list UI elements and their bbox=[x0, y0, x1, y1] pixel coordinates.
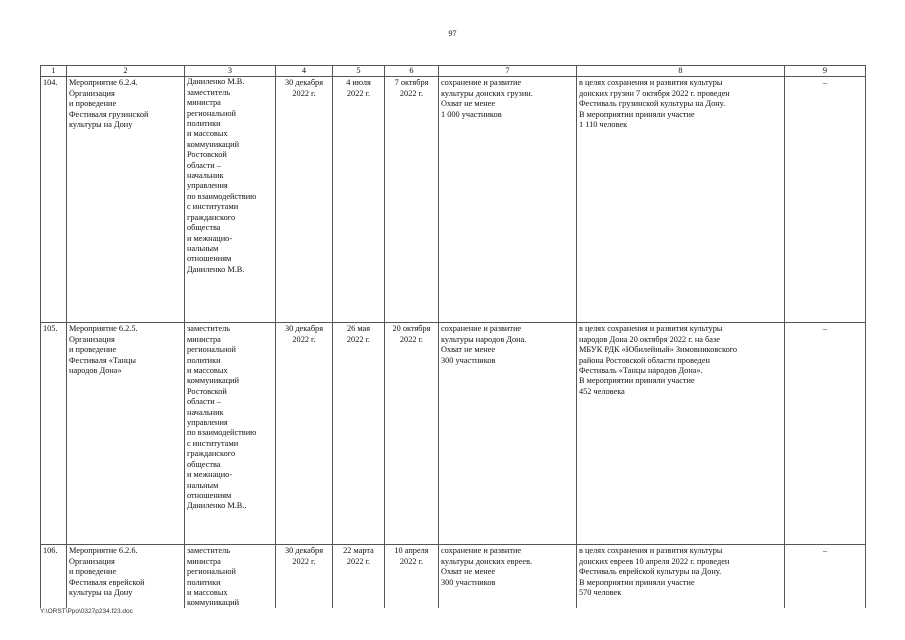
row-number: 106. bbox=[41, 545, 67, 608]
fact-date: 10 апреля 2022 г. bbox=[385, 545, 439, 608]
table-row bbox=[41, 77, 866, 323]
expected-result: сохранение и развитие культуры донских грузин. Охват не менее 1 000 участников bbox=[439, 77, 577, 323]
column-number: 7 bbox=[439, 66, 577, 77]
actual-result: в целях сохранения и развития культуры донских грузин 7 октября 2022 г. проведен Фестиваль грузинской культуры на Дону. В мероприятии приняли участие 1 110 человек bbox=[577, 77, 785, 323]
actual-result: в целях сохранения и развития культуры донских евреев 10 апреля 2022 г. проведен Фестиваль еврейской культуры на Дону. В мероприятии приняли участие 570 человек bbox=[577, 545, 785, 608]
table-row bbox=[41, 323, 866, 545]
column-number: 9 bbox=[785, 66, 866, 77]
report-table bbox=[40, 65, 866, 608]
responsible-person: Даниленко М.В. заместитель министра региональной политики и массовых коммуникаций Ростовской области – начальник управления по взаимодействию с институтами гражданского общества и межнацио- нальным отношениям Даниленко М.В. bbox=[185, 77, 276, 323]
page-number: 97 bbox=[448, 29, 457, 38]
column-number: 6 bbox=[385, 66, 439, 77]
responsible-person: заместитель министра региональной политики и массовых коммуникаций bbox=[185, 545, 276, 608]
responsible-person: заместитель министра региональной политики и массовых коммуникаций Ростовской области – начальник управления по взаимодействию с институтами гражданского общества и межнацио- нальным отношениям Даниленко М.В.. bbox=[185, 323, 276, 545]
column-number-row bbox=[41, 66, 866, 77]
actual-result: в целях сохранения и развития культуры народов Дона 20 октября 2022 г. на базе МБУК РДК «Юбилейный» Зимовниковского района Ростовской области проведен Фестиваль «Танцы народов Дона». В мероприятии приняли участие 452 человека bbox=[577, 323, 785, 545]
fact-date: 7 октября 2022 г. bbox=[385, 77, 439, 323]
column-number: 8 bbox=[577, 66, 785, 77]
event-name: Мероприятие 6.2.6. Организация и проведение Фестиваля еврейской культуры на Дону bbox=[67, 545, 185, 608]
row-number: 105. bbox=[41, 323, 67, 545]
table-viewport bbox=[0, 65, 905, 608]
fact-date: 20 октября 2022 г. bbox=[385, 323, 439, 545]
note: – bbox=[785, 77, 866, 323]
column-number: 5 bbox=[333, 66, 385, 77]
column-number: 3 bbox=[185, 66, 276, 77]
plan-date: 30 декабря 2022 г. bbox=[276, 323, 333, 545]
column-number: 1 bbox=[41, 66, 67, 77]
note: – bbox=[785, 545, 866, 608]
expected-result: сохранение и развитие культуры народов Дона. Охват не менее 300 участников bbox=[439, 323, 577, 545]
start-date: 4 июля 2022 г. bbox=[333, 77, 385, 323]
start-date: 22 марта 2022 г. bbox=[333, 545, 385, 608]
plan-date: 30 декабря 2022 г. bbox=[276, 545, 333, 608]
document-path-footer: Y:\ORST\Ppo\0327p234.f23.doc bbox=[40, 608, 133, 615]
start-date: 26 мая 2022 г. bbox=[333, 323, 385, 545]
expected-result: сохранение и развитие культуры донских евреев. Охват не менее 300 участников bbox=[439, 545, 577, 608]
row-number: 104. bbox=[41, 77, 67, 323]
event-name: Мероприятие 6.2.4. Организация и проведение Фестиваля грузинской культуры на Дону bbox=[67, 77, 185, 323]
plan-date: 30 декабря 2022 г. bbox=[276, 77, 333, 323]
table-row bbox=[41, 545, 866, 608]
note: – bbox=[785, 323, 866, 545]
column-number: 2 bbox=[67, 66, 185, 77]
event-name: Мероприятие 6.2.5. Организация и проведение Фестиваля «Танцы народов Дона» bbox=[67, 323, 185, 545]
column-number: 4 bbox=[276, 66, 333, 77]
